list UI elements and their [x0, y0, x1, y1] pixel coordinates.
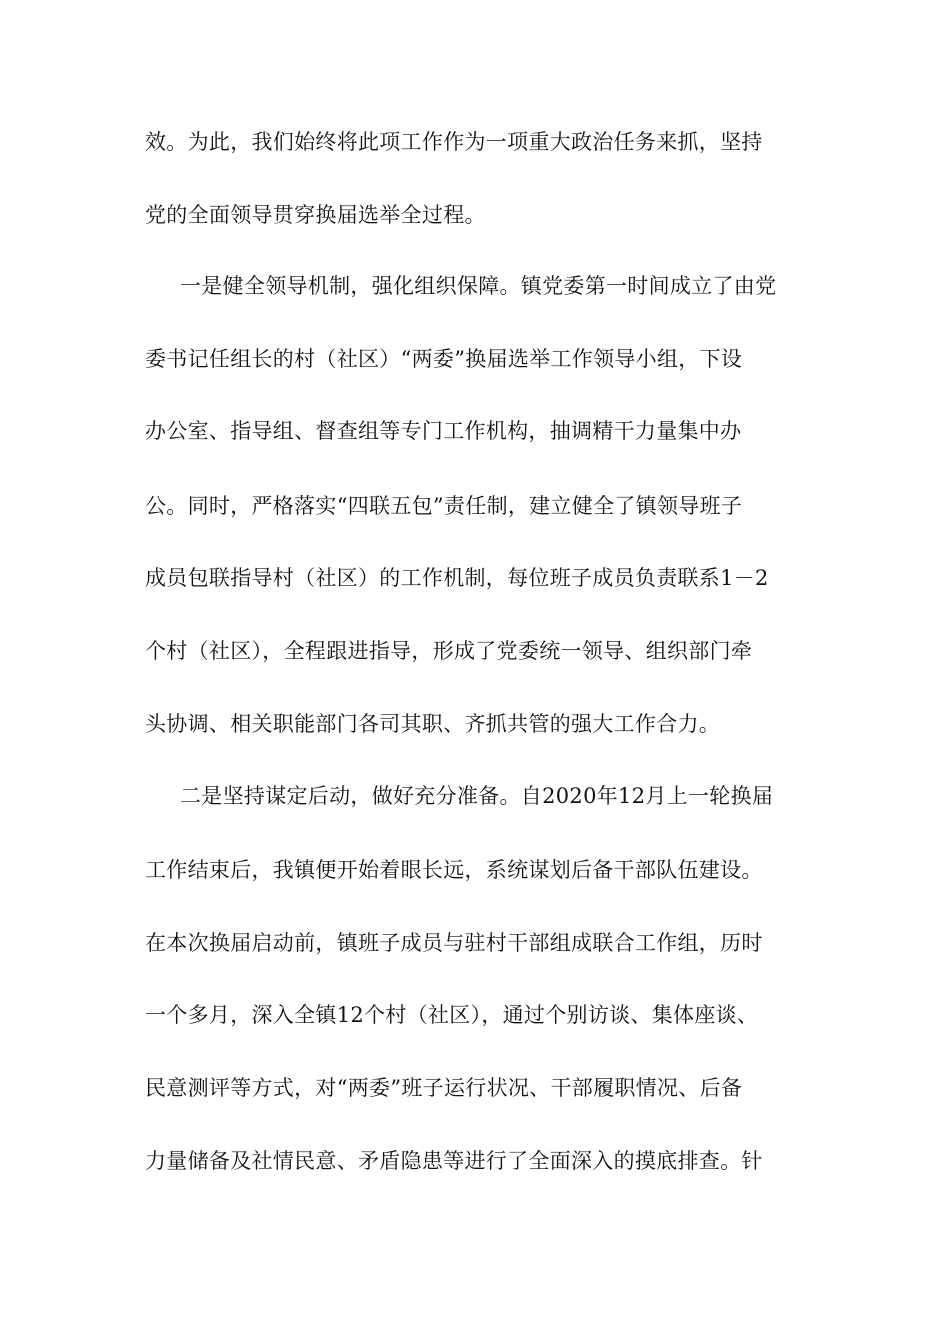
text-line: 一个多月，深入全镇12个村（社区），通过个别访谈、集体座谈、 — [145, 1003, 759, 1027]
paragraph-first-line: 一是健全领导机制，强化组织保障。镇党委第一时间成立了由党 — [180, 274, 777, 298]
text-line: 效。为此，我们始终将此项工作作为一项重大政治任务来抓，坚持 — [145, 130, 763, 154]
paragraph-first-line: 二是坚持谋定后动，做好充分准备。自2020年12月上一轮换届 — [180, 784, 774, 808]
text-line: 工作结束后，我镇便开始着眼长远，系统谋划后备干部队伍建设。 — [145, 858, 763, 882]
text-line: 成员包联指导村（社区）的工作机制，每位班子成员负责联系1－2 — [145, 566, 769, 590]
text-line: 公。同时，严格落实“四联五包”责任制，建立健全了镇领导班子 — [145, 494, 743, 518]
text-line: 民意测评等方式，对“两委”班子运行状况、干部履职情况、后备 — [145, 1076, 743, 1100]
text-line: 委书记任组长的村（社区）“两委”换届选举工作领导小组，下设 — [145, 347, 743, 371]
text-line: 力量储备及社情民意、矛盾隐患等进行了全面深入的摸底排查。针 — [145, 1149, 763, 1173]
text-line: 个村（社区），全程跟进指导，形成了党委统一领导、组织部门牵 — [145, 639, 753, 663]
text-line: 在本次换届启动前，镇班子成员与驻村干部组成联合工作组，历时 — [145, 931, 763, 955]
text-line: 党的全面领导贯穿换届选举全过程。 — [145, 203, 486, 227]
text-line: 头协调、相关职能部门各司其职、齐抓共管的强大工作合力。 — [145, 712, 721, 736]
text-line: 办公室、指导组、督查组等专门工作机构，抽调精干力量集中办 — [145, 419, 742, 443]
